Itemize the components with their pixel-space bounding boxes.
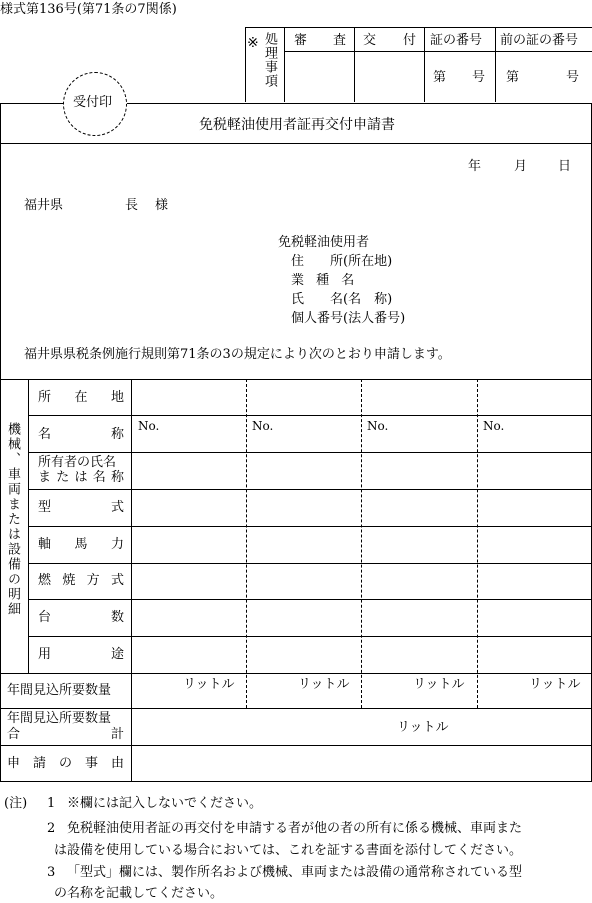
note-1-text: ※欄には記入しないでください。	[67, 796, 263, 811]
form-number: 様式第136号(第71条の7関係)	[0, 2, 177, 17]
name-no-2: No.	[252, 419, 274, 433]
asterisk-mark: ※	[247, 35, 259, 51]
annual-unit-1: リットル	[183, 677, 235, 692]
applicant-heading: 免税軽油使用者	[278, 235, 370, 250]
row-label-location: 所 在 地	[38, 390, 124, 405]
header-cert-number: 証の番号	[430, 33, 483, 48]
application-statement: 福井県県税条例施行規則第71条の3の規定により次のとおり申請します。	[24, 347, 451, 362]
total-quantity-label-a: 合	[7, 727, 21, 742]
note-2-line1: 免税軽油使用者証の再交付を申請する者が他の者の所有に係る機械、車両また	[67, 821, 523, 836]
applicant-id-number-label: 個人番号(法人番号)	[291, 311, 406, 326]
reason-label: 申 請 の 事 由	[7, 756, 124, 771]
date-year: 年	[468, 159, 482, 174]
name-no-3: No.	[367, 419, 389, 433]
row-label-horsepower: 軸 馬 力	[38, 537, 124, 552]
cert-number-go: 号	[472, 70, 486, 85]
row-label-quantity: 台 数	[38, 610, 124, 625]
prev-cert-number-dai: 第	[506, 70, 520, 85]
annual-quantity-label: 年間見込所要数量	[7, 683, 112, 698]
addressee-prefecture: 福井県	[24, 198, 64, 213]
date-month: 月	[514, 159, 528, 174]
note-3-line1: 「型式」欄には、製作所名および機械、車両または設備の通常称されている型	[67, 865, 523, 880]
header-prev-cert-number: 前の証の番号	[500, 33, 579, 48]
note-2-line2: は設備を使用している場合においては、これを証する書面を添付してください。	[54, 843, 523, 858]
note-3-number: 3	[47, 865, 56, 880]
date-day: 日	[558, 159, 572, 174]
header-shinsa: 審 査	[294, 33, 346, 48]
section-label: 機械、車両または設備の明細	[5, 422, 20, 617]
note-1-number: 1	[47, 796, 56, 811]
header-koufu: 交 付	[363, 33, 416, 48]
row-label-combustion: 燃 焼 方 式	[38, 573, 124, 588]
note-2-number: 2	[47, 821, 56, 836]
row-label-name: 名 称	[38, 427, 124, 442]
total-unit: リットル	[397, 720, 449, 735]
reception-stamp-label: 受付印	[73, 95, 113, 110]
annual-unit-2: リットル	[298, 677, 350, 692]
processing-items-label: 処理事項	[262, 32, 277, 88]
row-label-usage: 用 途	[38, 647, 124, 662]
applicant-name-label: 氏 名(名 称)	[291, 292, 393, 307]
addressee-honorific: 様	[155, 198, 169, 213]
annual-unit-3: リットル	[413, 677, 465, 692]
cert-number-dai: 第	[433, 70, 447, 85]
row-label-owner-line2: ま た は 名 称	[38, 470, 124, 485]
name-no-4: No.	[483, 419, 505, 433]
note-3-line2: の名称を記載してください。	[54, 886, 224, 901]
applicant-business-label: 業 種 名	[291, 273, 359, 288]
prev-cert-number-go: 号	[566, 70, 580, 85]
row-label-model: 型 式	[38, 500, 124, 515]
addressee-chief: 長	[125, 198, 139, 213]
name-no-1: No.	[138, 419, 160, 433]
applicant-address-label: 住 所(所在地)	[291, 254, 393, 269]
form-title: 免税軽油使用者証再交付申請書	[199, 117, 395, 133]
notes-prefix: (注)	[4, 796, 28, 811]
annual-unit-4: リットル	[529, 677, 581, 692]
total-quantity-label-b: 計	[111, 727, 125, 742]
total-quantity-label-line1: 年間見込所要数量	[7, 711, 112, 726]
row-label-owner-line1: 所有者の氏名	[38, 455, 117, 470]
